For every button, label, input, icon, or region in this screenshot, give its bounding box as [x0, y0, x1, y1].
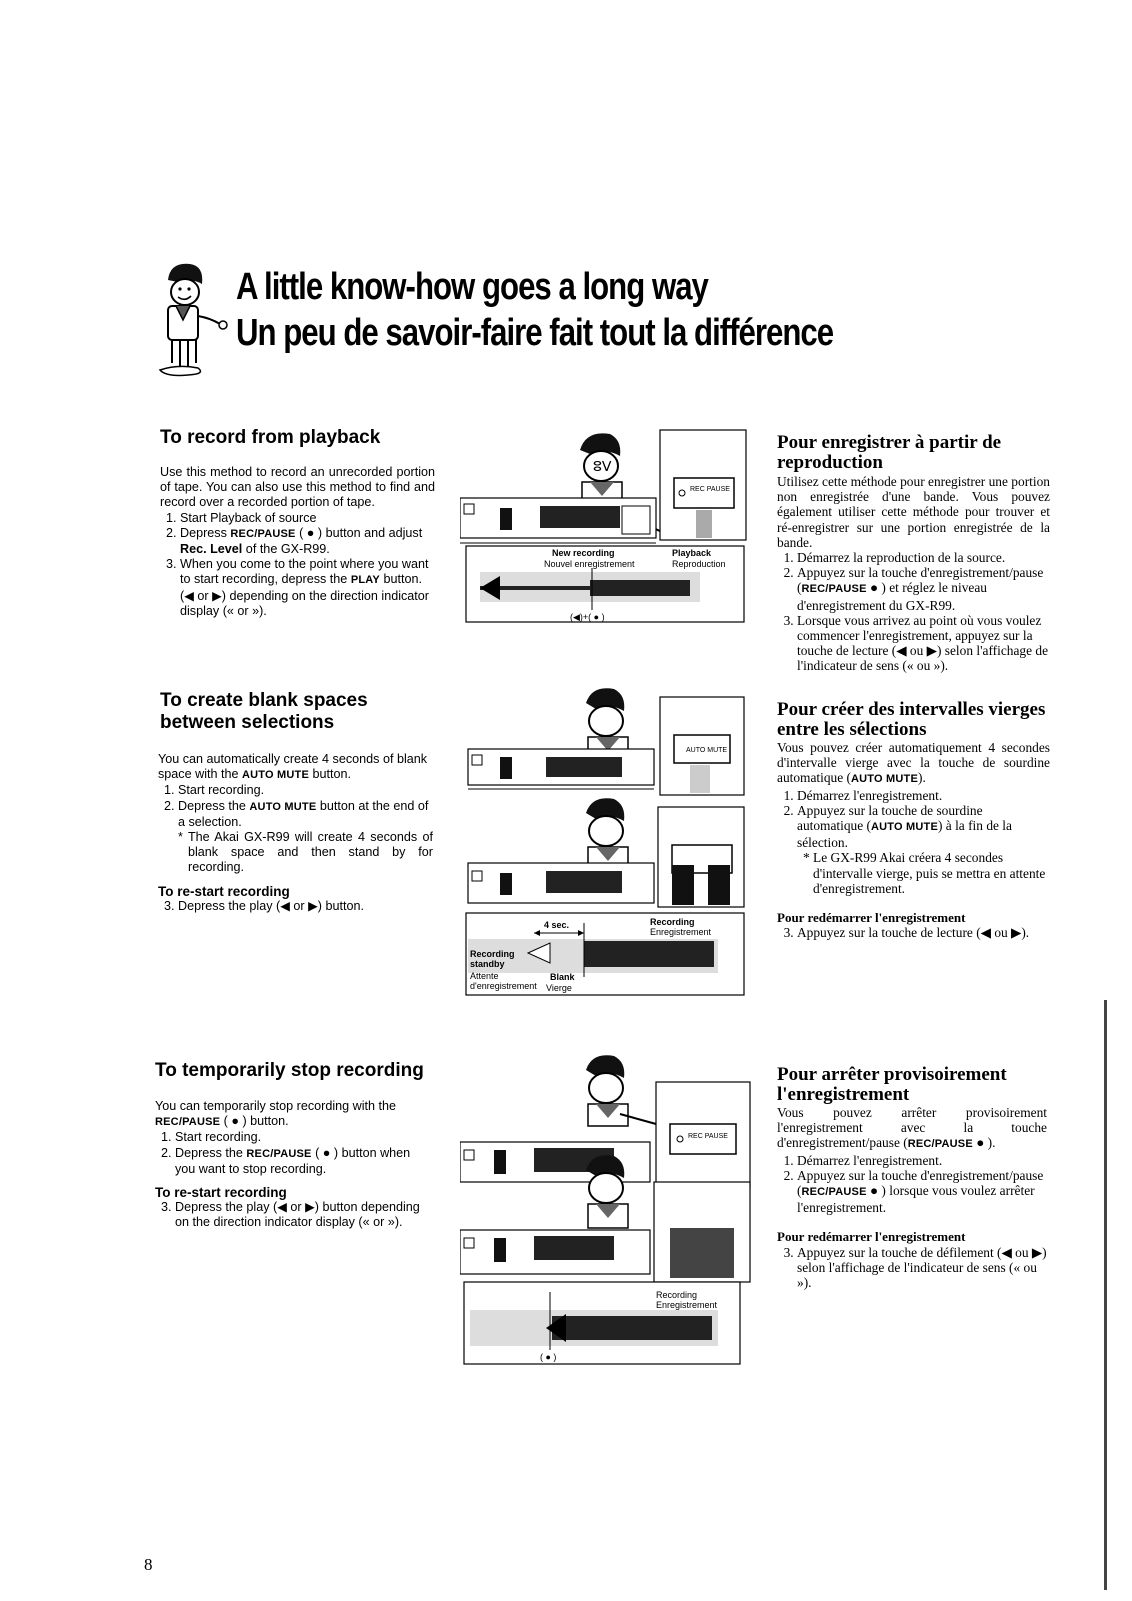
page-title: A little know-how goes a long way	[236, 266, 708, 308]
svg-text:d'enregistrement: d'enregistrement	[470, 981, 537, 991]
svg-text:standby: standby	[470, 959, 505, 969]
record-from-playback-diagram	[460, 428, 750, 628]
intro-text-fr: Vous pouvez créer automatiquement 4 secondes d'intervalle vierge avec la touche de sourdine automatique (AUTO MUTE).	[777, 740, 1050, 786]
svg-text:Playback: Playback	[672, 548, 712, 558]
svg-text:Blank: Blank	[550, 972, 575, 982]
section-body-fr	[777, 740, 1050, 940]
svg-text:Reproduction: Reproduction	[672, 559, 726, 569]
step-item-fr: 2. Appuyez sur la touche d'enregistrement/pause (REC/PAUSE ● ) et réglez le niveau d'enregistrement du GX-R99.	[797, 565, 1050, 613]
svg-text:Attente: Attente	[470, 971, 499, 981]
step-item-fr: 1. Démarrez la reproduction de la source.	[797, 550, 1050, 565]
intro-text-fr: Utilisez cette méthode pour enregistrer une portion non enregistrée d'une bande. Vous pouvez également utiliser cette méthode pour trouver et ré-enregistrer sur une portion enregistrée de la bande.	[777, 474, 1050, 550]
section-heading-fr: Pour enregistrer à partir de reproduction	[777, 432, 1002, 473]
svg-text:Enregistrement: Enregistrement	[650, 927, 712, 937]
intro-text: You can automatically create 4 seconds of blank space with the AUTO MUTE button.	[158, 752, 428, 782]
step-item: 2. Depress the REC/PAUSE ( ● ) button when you want to stop recording.	[175, 1146, 430, 1177]
section-body	[158, 752, 433, 914]
step-item-fr: 1. Démarrez l'enregistrement.	[797, 1153, 1047, 1168]
svg-text:Enregistrement: Enregistrement	[656, 1300, 718, 1310]
scan-edge	[1104, 1000, 1107, 1590]
page-title-fr: Un peu de savoir-faire fait tout la différence	[236, 312, 834, 354]
step-item-fr: 2. Appuyez sur la touche de sourdine automatique (AUTO MUTE) à la fin de la sélection.	[797, 803, 1050, 851]
svg-text:ⵓⴸ: ⵓⴸ	[593, 458, 612, 474]
restart-heading-fr: Pour redémarrer l'enregistrement	[777, 910, 966, 926]
page-number: 8	[144, 1555, 153, 1574]
svg-text:REC PAUSE: REC PAUSE	[688, 1133, 728, 1140]
svg-text:Recording: Recording	[470, 949, 515, 959]
svg-text:( ● ): ( ● )	[540, 1352, 557, 1362]
intro-text: You can temporarily stop recording with the REC/PAUSE ( ● ) button.	[155, 1099, 397, 1129]
step-item-fr: 3. Appuyez sur la touche de défilement (◀ ou ▶) selon l'affichage de l'indicateur de sens (« ou »).	[797, 1245, 1047, 1291]
section-heading: To temporarily stop recording	[155, 1060, 424, 1081]
step-item: 1. Start Playback of source	[180, 511, 435, 526]
svg-text:AUTO MUTE: AUTO MUTE	[686, 747, 728, 754]
section-heading-fr: Pour arrêter provisoirement l'enregistrement	[777, 1064, 1007, 1105]
step-item: 2. Depress the AUTO MUTE button at the end of a selection.	[178, 799, 433, 830]
step-item: 3. Depress the play (◀ or ▶) button depending on the direction indicator display (« or »).	[175, 1200, 430, 1230]
step-item-fr: 3. Appuyez sur la touche de lecture (◀ ou ▶).	[797, 925, 1050, 940]
section-heading: To create blank spaces between selections	[160, 690, 368, 733]
step-item-fr: 2. Appuyez sur la touche d'enregistrement/pause (REC/PAUSE ● ) lorsque vous voulez arrêter l'enregistrement.	[797, 1168, 1047, 1216]
step-item: 3. Depress the play (◀ or ▶) button.	[178, 899, 433, 914]
intro-text: Use this method to record an unrecorded portion of tape. You can also use this method to find and record over a recorded portion of tape.	[160, 465, 435, 510]
svg-text:Vierge: Vierge	[546, 983, 572, 993]
section-body	[155, 1099, 430, 1231]
note-text: * The Akai GX-R99 will create 4 seconds of blank space and then stand by for recording.	[178, 830, 433, 875]
section-body-fr	[777, 474, 1050, 674]
blank-spaces-diagram	[460, 685, 750, 1000]
section-body	[160, 465, 435, 619]
svg-text:Nouvel enregistrement: Nouvel enregistrement	[544, 559, 635, 569]
step-item: 3. When you come to the point where you want to start recording, depress the PLAY button. (◀ or ▶) depending on the direction indicator display (« or »).	[180, 557, 435, 619]
step-item-fr: 3. Lorsque vous arrivez au point où vous voulez commencer l'enregistrement, appuyez sur la touche de lecture (◀ ou ▶) selon l'affichage de l'indicateur de sens (« ou »).	[797, 613, 1050, 674]
svg-text:Recording: Recording	[650, 917, 695, 927]
svg-text:REC PAUSE: REC PAUSE	[690, 486, 730, 493]
section-heading-fr: Pour créer des intervalles vierges entre les sélections	[777, 699, 1046, 740]
temp-stop-diagram	[460, 1052, 770, 1368]
restart-heading: To re-start recording	[155, 1185, 287, 1201]
section-heading: To record from playback	[160, 427, 381, 448]
note-text-fr: * Le GX-R99 Akai créera 4 secondes d'intervalle vierge, puis se mettra en attente d'enregistrement.	[803, 850, 1046, 896]
step-item: 1. Start recording.	[175, 1130, 430, 1145]
intro-text-fr: Vous pouvez arrêter provisoirement l'enregistrement avec la touche d'enregistrement/pause (REC/PAUSE ● ).	[777, 1105, 1047, 1151]
restart-heading: To re-start recording	[158, 883, 290, 899]
svg-text:4 sec.: 4 sec.	[544, 920, 570, 930]
svg-text:New recording: New recording	[552, 548, 615, 558]
section-body-fr	[777, 1105, 1047, 1290]
svg-text:Recording: Recording	[656, 1290, 698, 1300]
step-item: 2. Depress REC/PAUSE ( ● ) button and adjust Rec. Level of the GX-R99.	[180, 526, 435, 557]
step-item: 1. Start recording.	[178, 783, 433, 798]
svg-text:(◀)+( ● ): (◀)+( ● )	[570, 612, 605, 622]
step-item-fr: 1. Démarrez l'enregistrement.	[797, 788, 1050, 803]
restart-heading-fr: Pour redémarrer l'enregistrement	[777, 1229, 966, 1245]
mascot-illustration	[158, 258, 228, 378]
